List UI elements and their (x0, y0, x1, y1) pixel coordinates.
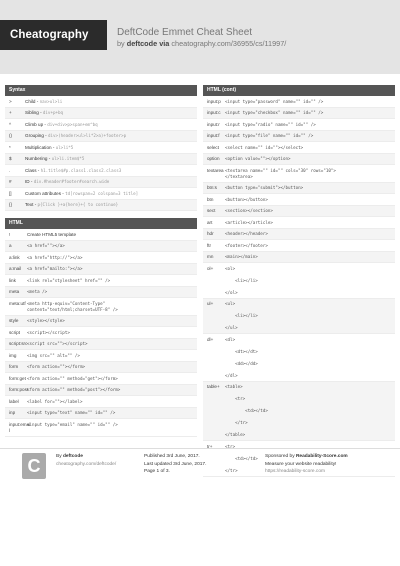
left-column (5, 85, 197, 444)
table-row (5, 154, 197, 166)
table-row (203, 165, 395, 183)
abbreviation: # (9, 179, 12, 184)
abbreviation: tr+ (207, 443, 213, 449)
table-row (5, 298, 197, 316)
expansion (25, 119, 197, 130)
code: <a href="mailto:"></a> (27, 266, 83, 271)
expansion (225, 96, 395, 107)
abbreviation: meta:utf (9, 300, 26, 306)
abbreviation: ol+ (207, 265, 214, 271)
code: <a href=""></a> (27, 243, 65, 248)
expansion (27, 419, 197, 430)
abbreviation: + (9, 110, 12, 115)
table-row (5, 165, 197, 177)
section-title: HTML (5, 218, 197, 229)
expansion (25, 177, 197, 188)
table-row (5, 339, 197, 351)
description: Child - (25, 98, 40, 104)
expansion (225, 165, 395, 182)
abbreviation: a:mail (9, 266, 22, 271)
expansion (25, 142, 197, 153)
table-row (5, 188, 197, 200)
abbreviation: option (207, 156, 220, 161)
code: <input type="file" name="" id="" /> (225, 133, 314, 138)
abbreviation: select (207, 144, 220, 150)
abbreviation: textarea (207, 167, 224, 173)
code: <footer></footer> (225, 242, 268, 248)
abbreviation: input:r (207, 121, 220, 127)
table-row (5, 119, 197, 131)
expansion (225, 108, 395, 119)
abbreviation: . (9, 167, 11, 173)
table-row (203, 217, 395, 229)
description: Multiplication - (25, 144, 56, 150)
table-row (5, 373, 197, 385)
abbreviation: meta (9, 289, 20, 294)
code: <ol> <li></li> </ol> (225, 265, 258, 295)
expansion (27, 264, 197, 275)
description: ID - (25, 179, 34, 184)
code: td[rowspan=2 colspan=3 title] (65, 190, 139, 196)
expansion (25, 96, 197, 107)
table-row (203, 382, 395, 442)
code: <input type="password" name="" id="" /> (225, 98, 324, 104)
sheet-url[interactable]: cheatography.com/36955/cs/11997/ (171, 39, 287, 48)
table-row (203, 183, 395, 195)
expansion (27, 275, 197, 286)
table-row (5, 131, 197, 143)
code: div+div>p>span+em^bq (47, 121, 98, 127)
code: <table> <tr> <td></td> </tr> </table> (225, 384, 268, 437)
abbreviation: ! (9, 231, 11, 237)
code: ul>li*5 (55, 144, 74, 150)
abbreviation: dl+ (207, 336, 214, 342)
expansion (225, 334, 395, 381)
table-row (5, 229, 197, 241)
section-title: Syntax (5, 85, 197, 96)
footer-author-url[interactable]: cheatography.com/deftcode/ (56, 461, 117, 467)
code: <article></article> (225, 219, 273, 225)
table-row (203, 206, 395, 218)
table-row (5, 177, 197, 189)
code: <main></main> (225, 254, 258, 259)
expansion (27, 252, 197, 263)
abbreviation: mn (207, 254, 214, 259)
sponsor-link[interactable]: Readability-Score.com (295, 454, 348, 459)
code: <form action=""></form> (27, 364, 85, 369)
code: <textarea name="" id="" cols="30" rows="10"> </textarea> (225, 167, 336, 179)
expansion (27, 339, 197, 350)
table-row (5, 264, 197, 276)
expansion (27, 396, 197, 407)
code: <input type="email" name="" id="" /> (27, 421, 118, 427)
abbreviation: * (9, 144, 11, 150)
abbreviation: a (9, 243, 12, 248)
code: ul>li.item$*5 (51, 156, 85, 161)
footer (0, 448, 400, 498)
expansion (27, 287, 197, 298)
expansion (225, 299, 395, 334)
footer-author-link[interactable]: deftcode (62, 454, 83, 459)
code: <meta /> (27, 289, 48, 294)
abbreviation: hdr (207, 231, 214, 236)
abbreviation: label (9, 398, 19, 404)
table-row (5, 362, 197, 374)
expansion (25, 165, 197, 176)
code: nav>ul>li (39, 98, 63, 104)
code: <select name="" id=""></select> (225, 144, 304, 150)
code: <option value=""></option> (225, 156, 291, 161)
abbreviation: script (9, 329, 20, 335)
expansion (225, 142, 395, 153)
sponsor-url[interactable]: https://readability-score.com (265, 469, 325, 474)
table-row (203, 131, 395, 143)
table-row (5, 350, 197, 362)
byline: by deftcode via cheatography.com/36955/cs/11997/ (117, 39, 287, 48)
expansion (225, 382, 395, 441)
abbreviation: style (9, 318, 19, 323)
table-row (5, 96, 197, 108)
table-row (5, 108, 197, 120)
expansion (225, 119, 395, 130)
expansion (25, 154, 197, 165)
section-title: HTML (cont) (203, 85, 395, 96)
table-row (203, 142, 395, 154)
abbreviation: ftr (207, 242, 212, 248)
table-row (5, 316, 197, 328)
avatar: C (22, 453, 46, 479)
table-row (203, 252, 395, 264)
expansion (225, 263, 395, 298)
description: Sibling - (25, 110, 43, 115)
code: <dl> <dt></dt> <dd></dd> </dl> (225, 336, 258, 378)
table-row (5, 287, 197, 299)
code: <input type="radio" name="" id="" /> (225, 121, 316, 127)
table-row (5, 275, 197, 287)
right-column (203, 85, 395, 484)
abbreviation: form:get (9, 375, 26, 381)
header-bar (0, 0, 400, 74)
syntax-section (5, 85, 197, 211)
expansion (225, 194, 395, 205)
code: <input type="checkbox" name="" id="" /> (225, 110, 324, 115)
description: Climb up - (25, 121, 48, 127)
table-row (5, 396, 197, 408)
code: <button></button> (225, 196, 268, 202)
expansion (225, 154, 395, 165)
code: <style></style> (27, 318, 65, 323)
abbreviation: link (9, 277, 16, 283)
abbreviation: input:p (207, 98, 221, 104)
abbreviation: btn:s (207, 185, 217, 190)
description: Numbering - (25, 156, 52, 161)
table-row (5, 327, 197, 339)
html-section (5, 218, 197, 437)
code: <tr> <td></td> </tr> (225, 443, 258, 473)
page-title: DeftCode Emmet Cheat Sheet (117, 27, 253, 38)
code: p{Click }+a{here}+{ to continue} (37, 202, 119, 207)
abbreviation: > (9, 98, 12, 104)
table-row (203, 108, 395, 120)
footer-sponsor: Sponsored by Readability-Score.com Measure your website readability! https://readability-score.com (265, 454, 348, 474)
table-row (5, 142, 197, 154)
table-row (203, 154, 395, 166)
code: <input type="text" name="" id="" /> (27, 410, 116, 415)
code: <img src="" alt="" /> (27, 352, 80, 358)
abbreviation: [] (9, 190, 12, 196)
abbreviation: img (9, 352, 17, 358)
expansion (25, 108, 197, 119)
code: <form action="" method="get"></form> (27, 375, 118, 381)
abbreviation: sect (207, 208, 216, 213)
table-row (203, 334, 395, 382)
abbreviation: art (207, 219, 213, 225)
abbreviation: $ (9, 156, 12, 161)
abbreviation: ul+ (207, 301, 214, 306)
code: <script src=""></script> (27, 341, 88, 346)
abbreviation: inp (9, 410, 16, 415)
description: Class - (25, 167, 41, 173)
expansion (27, 229, 197, 240)
expansion (225, 217, 395, 228)
code: <link rel="stylesheet" href="" /> (27, 277, 111, 283)
table-row (5, 419, 197, 437)
html-cont-section (203, 85, 395, 477)
code: div>(header>ul>li*2>a)+footer>p (47, 133, 127, 138)
expansion (25, 200, 197, 211)
abbreviation: table+ (207, 384, 220, 389)
table-row (203, 299, 395, 335)
abbreviation: () (9, 133, 13, 138)
code: <ul> <li></li> </ul> (225, 301, 258, 330)
footer-author: By deftcode cheatography.com/deftcode/ (56, 454, 117, 467)
code: <script></script> (27, 329, 70, 335)
author-link[interactable]: deftcode (126, 39, 158, 48)
description: Text - (25, 202, 38, 207)
code: <button type="submit"></button> (225, 185, 304, 190)
table-row (5, 200, 197, 212)
description: Grouping - (25, 133, 48, 138)
table-row (5, 385, 197, 397)
abbreviation: {} (9, 202, 13, 207)
abbreviation: btn (207, 196, 214, 202)
code: <label for=""></label> (27, 398, 83, 404)
code: <meta http-equiv="Content-Type" content="text/html;charset=UTF-8" /> (27, 300, 118, 312)
expansion (27, 362, 197, 373)
expansion (25, 131, 197, 142)
expansion (27, 373, 197, 384)
cheatography-logo[interactable]: Cheatography (0, 20, 107, 50)
code: <a href="http://"></a> (27, 254, 83, 260)
abbreviation: form (9, 364, 19, 369)
table-row (203, 263, 395, 299)
abbreviation: input:c (207, 110, 221, 115)
table-row (5, 408, 197, 420)
description: Create HTML5 template (27, 231, 77, 237)
expansion (27, 241, 197, 252)
table-row (5, 252, 197, 264)
abbreviation: input:f (207, 133, 220, 138)
table-row (203, 240, 395, 252)
expansion (225, 206, 395, 217)
code: div+p+bq (42, 110, 64, 115)
table-row (203, 119, 395, 131)
code: <section></section> (225, 208, 273, 213)
table-row (203, 194, 395, 206)
table-row (5, 241, 197, 253)
abbreviation: input:emai l (9, 421, 31, 433)
expansion (27, 350, 197, 361)
table-row (203, 229, 395, 241)
expansion (225, 229, 395, 240)
expansion (27, 408, 197, 419)
code: div.#header#footer#search.wide (33, 179, 110, 184)
expansion (225, 252, 395, 263)
expansion (225, 131, 395, 142)
expansion (27, 298, 197, 315)
code: h1.title$#p.class1.class2.class3 (40, 167, 122, 173)
code: <header></header> (225, 231, 268, 236)
abbreviation: ^ (9, 121, 12, 127)
expansion (225, 240, 395, 251)
expansion (27, 385, 197, 396)
expansion (27, 316, 197, 327)
expansion (225, 183, 395, 194)
footer-dates: Published 3rd June, 2017. Last updated 3rd June, 2017. Page 1 of 3. (144, 454, 207, 474)
table-row (203, 96, 395, 108)
abbreviation: a:link (9, 254, 20, 260)
code: <form action="" method="post"></form> (27, 387, 121, 392)
abbreviation: form:post (9, 387, 29, 392)
expansion (25, 188, 197, 199)
expansion (27, 327, 197, 338)
abbreviation: script:src (9, 341, 28, 346)
description: Custom attributes - (25, 190, 66, 196)
